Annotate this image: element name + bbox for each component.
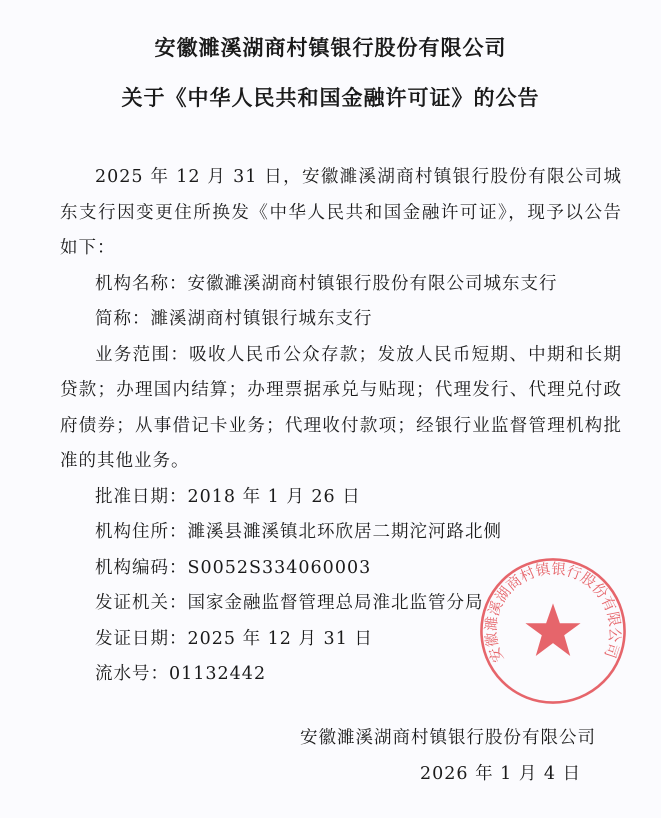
field-value: 濉溪湖商村镇银行城东支行: [150, 309, 373, 329]
field-institution-name: [60, 267, 622, 303]
company-seal: [478, 556, 628, 706]
field-short-name: [60, 302, 622, 338]
field-label: 机构编码：: [95, 557, 188, 578]
field-label: 机构名称：: [95, 273, 188, 294]
field-label: 流水号：: [95, 664, 169, 684]
field-business-scope: [60, 338, 622, 480]
seal-text: 安徽濉溪湖商村镇银行股份有限公司: [482, 560, 624, 665]
field-label: 发证日期：: [95, 628, 188, 649]
field-value: 2018 年 1 月 26 日: [187, 486, 361, 507]
field-value: 2025 年 12 月 31 日: [187, 628, 373, 649]
field-label: 发证机关：: [95, 593, 188, 613]
field-label: 批准日期：: [95, 486, 188, 507]
field-label: 业务范围：: [95, 344, 190, 365]
intro-paragraph: 2025 年 12 月 31 日，安徽濉溪湖商村镇银行股份有限公司城东支行因变更住所换发《中华人民共和国金融许可证》，现予以公告如下：: [60, 167, 622, 258]
field-label: 简称：: [95, 309, 151, 329]
field-approval-date: [60, 480, 622, 516]
field-value: 01132442: [169, 664, 267, 684]
field-value: 吸收人民币公众存款；发放人民币短期、中期和长期贷款；办理国内结算；办理票据承兑与贴现；代理发行、代理兑付政府债券；从事借记卡业务；代理收付款项；经银行业监督管理机构批准的其他业务。: [60, 344, 623, 471]
star-icon: [525, 603, 580, 656]
field-value: S0052S334060003: [187, 557, 372, 578]
title-line-1: 安徽濉溪湖商村镇银行股份有限公司: [154, 35, 507, 60]
field-value: 国家金融监督管理总局淮北监管分局: [187, 593, 484, 613]
field-value: 安徽濉溪湖商村镇银行股份有限公司城东支行: [187, 273, 558, 294]
signature-date: 2026 年 1 月 4 日: [420, 764, 582, 784]
field-value: 濉溪县濉溪镇北环欣居二期沱河路北侧: [187, 522, 502, 542]
signature-organization: 安徽濉溪湖商村镇银行股份有限公司: [300, 728, 596, 748]
field-address: [60, 515, 622, 551]
field-label: 机构住所：: [95, 522, 188, 542]
title-line-2: 关于《中华人民共和国金融许可证》的公告: [121, 85, 540, 110]
